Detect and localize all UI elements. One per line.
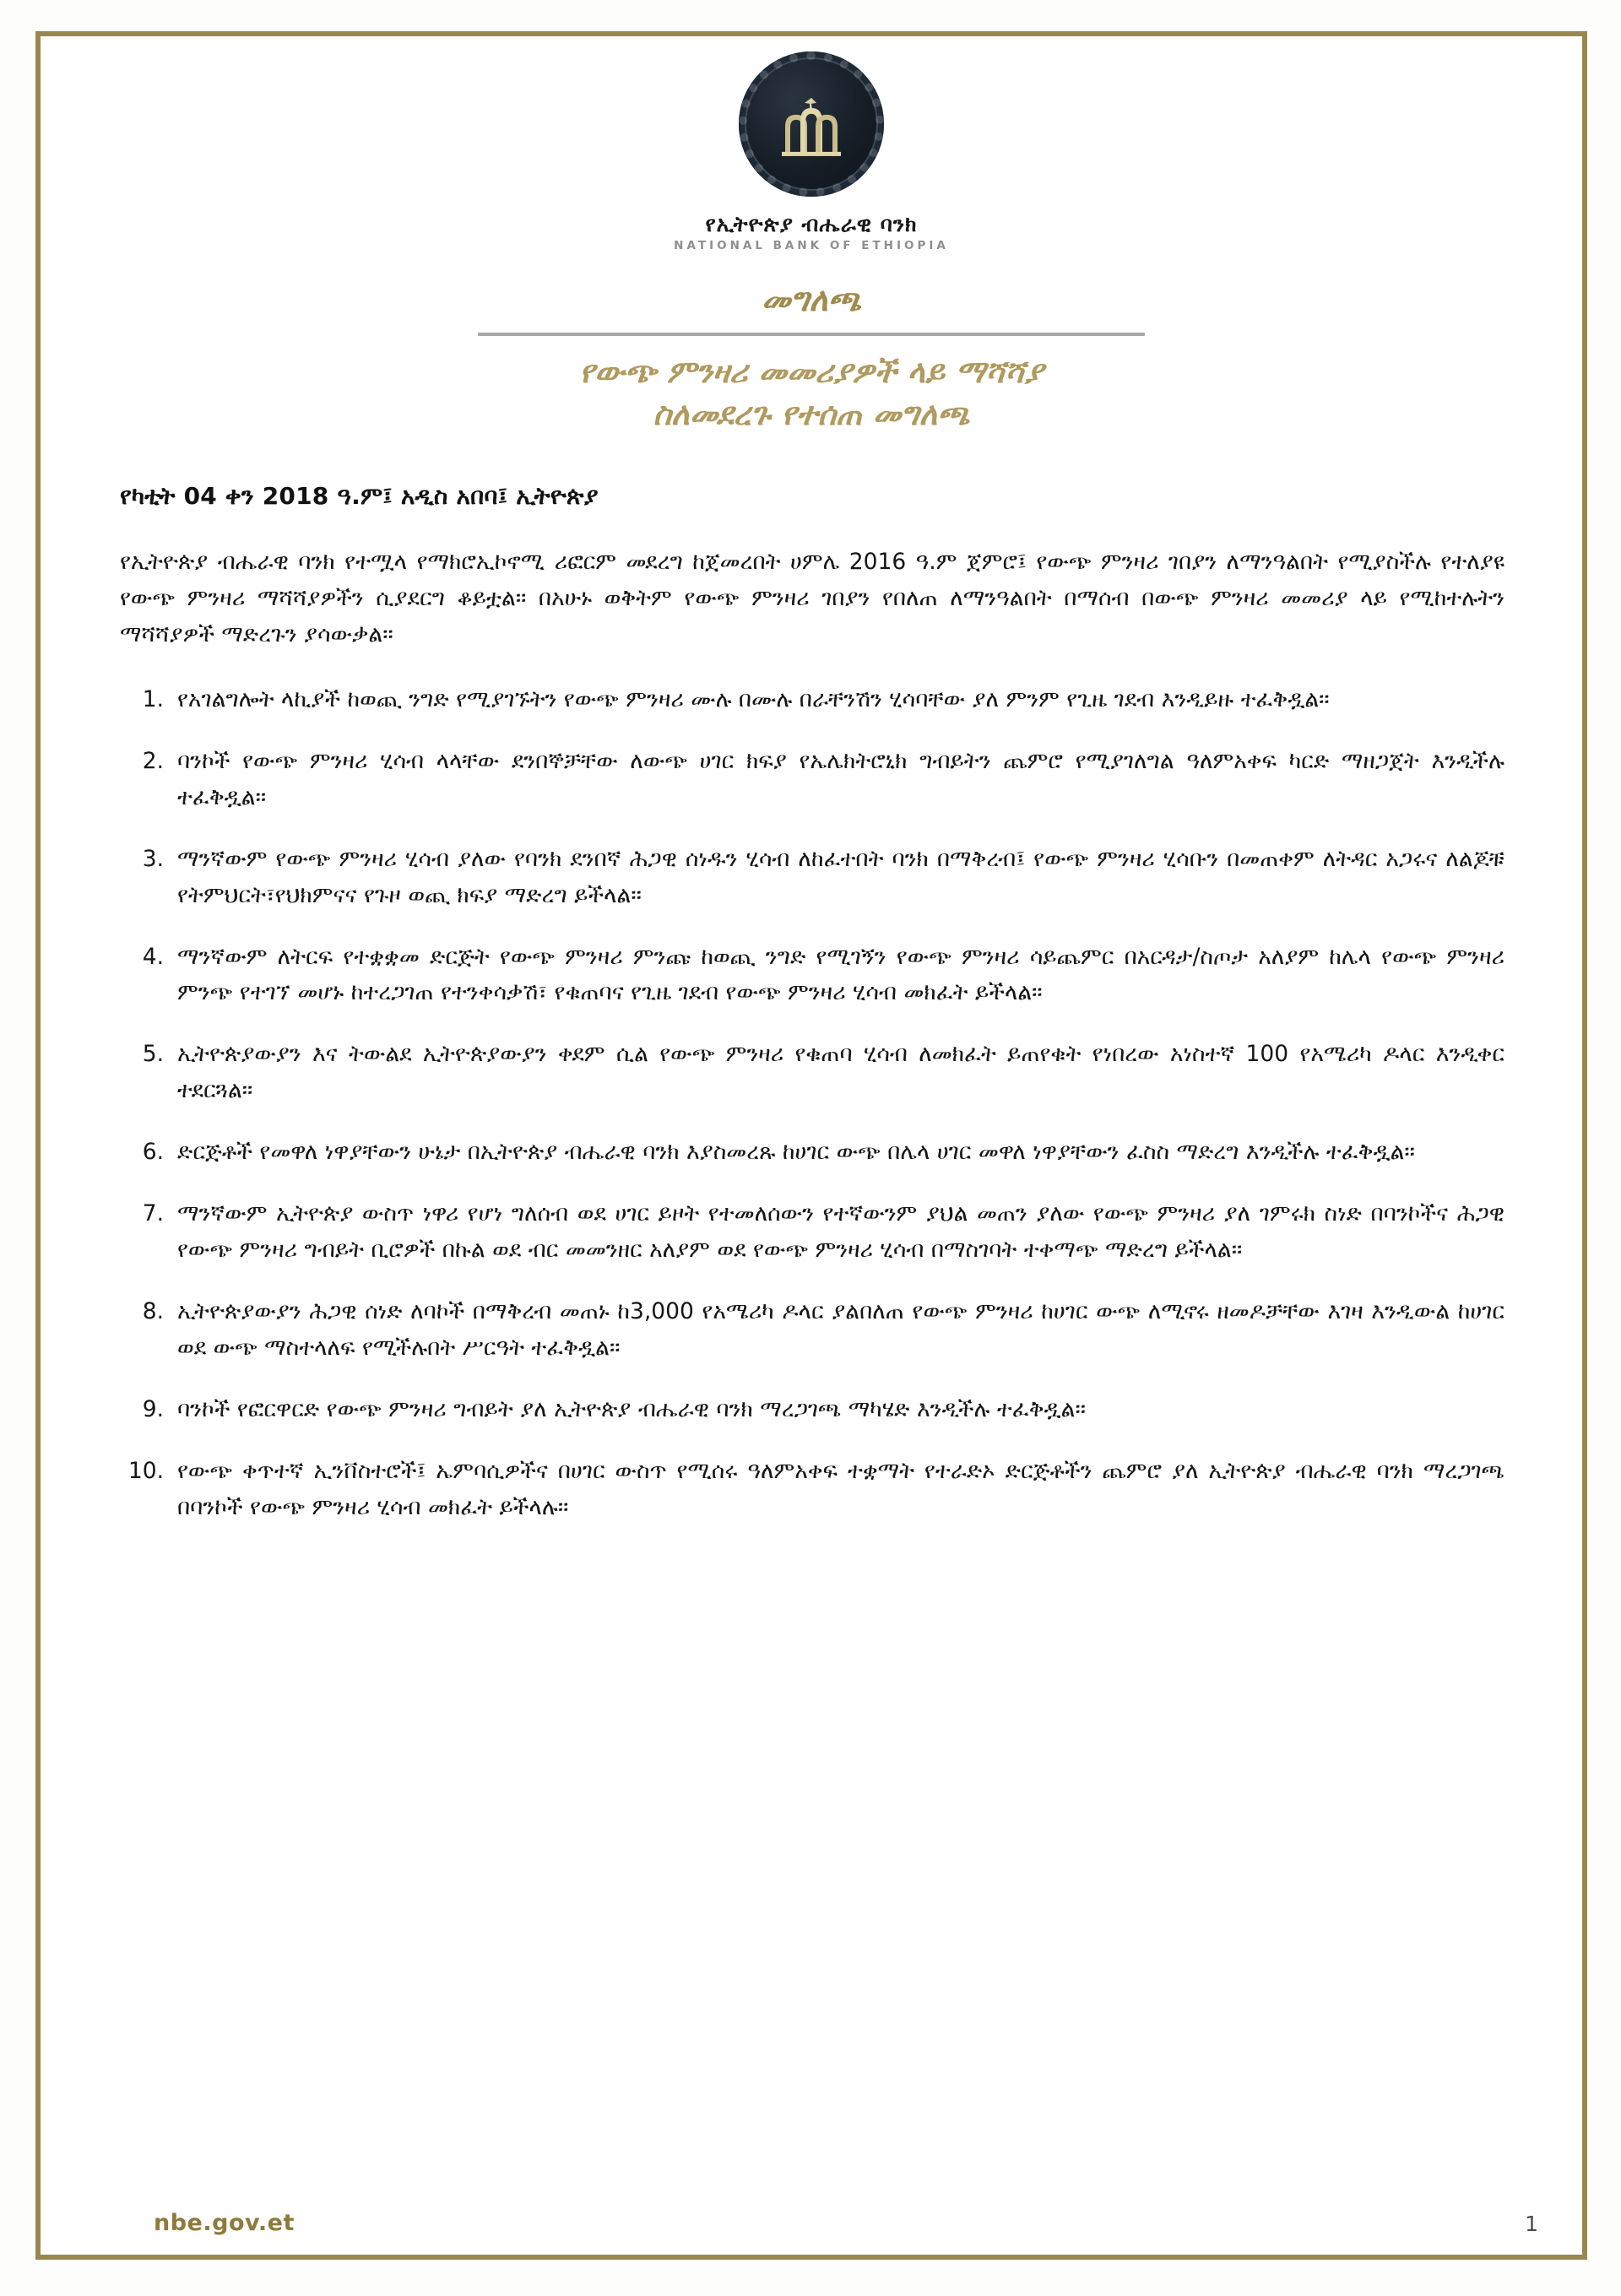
title-divider bbox=[478, 333, 1145, 336]
nbe-seal-logo-icon bbox=[739, 51, 884, 197]
list-item: የአገልግሎት ላኪያች ከወጪ ንግድ የሚያገኙትን የውጭ ምንዛሪ ሙሉ በሙሉ በራቸንሽን ሂሳባቸው ያለ ምንም የጊዜ ገደብ እንዲይዙ ተፈቅዷል፡፡ bbox=[177, 685, 1330, 712]
website-link[interactable]: nbe.gov.et bbox=[154, 2210, 295, 2236]
page-title: መግለጫ bbox=[762, 281, 861, 318]
page-content bbox=[35, 31, 1587, 2260]
document-footer bbox=[35, 2210, 1587, 2236]
list-item: ባንኮች የፎርዋርድ የውጭ ምንዛሪ ግብይት ያለ ኢትዮጵያ ብሔራዊ ባንክ ማረጋገጫ ማካሄድ እንዲችሉ ተፈቅዷል፡፡ bbox=[177, 1395, 1086, 1422]
list-item: ማንኛውም ለትርፍ የተቋቋመ ድርጅት የውጭ ምንዛሪ ምንጩ ከወጪ ንግድ የሚገኝን የውጭ ምንዛሪ ሳይጨምር በአርዳታ/ስጦታ አለያም ከሌላ የውጭ ምንዛሪ ምንጭ የተገኘ መሆኑ ከተረጋገጠ የተንቀሳቃሽ፣ የቁጠባና የጊዜ ገደብ የውጭ ምንዛሪ ሂሳብ መክፈት ይችላል፡፡ bbox=[177, 943, 1504, 1006]
list-item: ማንኛውም የውጭ ምንዛሪ ሂሳብ ያለው የባንክ ደንበኛ ሕጋዊ ሰነዱን ሂሳብ ለከፈተበት ባንክ በማቅረብ፤ የውጭ ምንዛሪ ሂሳቡን በመጠቀም ለትዳር አጋሩና ለልጆቹ የትምህርት፣የህክምናና የጉዞ ወጪ ክፍያ ማድረግ ይችላል፡፡ bbox=[177, 845, 1504, 908]
subtitle-line-1: የውጭ ምንዛሪ መመሪያዎች ላይ ማሻሻያ bbox=[579, 354, 1044, 390]
document-header bbox=[35, 31, 1587, 252]
organization-name-amharic: የኢትዮጵያ ብሔራዊ ባንክ bbox=[705, 212, 918, 236]
document-subtitle bbox=[347, 351, 1276, 435]
page-number: 1 bbox=[1525, 2212, 1538, 2236]
organization-name-english: NATIONAL BANK OF ETHIOPIA bbox=[674, 239, 949, 252]
document-body bbox=[35, 482, 1587, 1525]
list-item: የውጭ ቀጥተኛ ኢንቨስተሮች፤ ኤምባሲዎችና በሀገር ውስጥ የሚሰሩ ዓለምአቀፍ ተቋማት የተራድኦ ድርጅቶችን ጨምሮ ያለ ኢትዮጵያ ብሔራዊ ባንክ ማረጋገጫ በባንኮች የውጭ ምንዛሪ ሂሳብ መክፈት ይችላሉ፡፡ bbox=[177, 1457, 1504, 1520]
subtitle-line-2: ስለመደረጉ የተሰጠ መግለጫ bbox=[653, 395, 970, 432]
list-item: ኢትዮጵያውያን እና ትውልደ ኢትዮጵያውያን ቀደም ሲል የውጭ ምንዛሪ የቁጠባ ሂሳብ ለመክፈት ይጠየቁት የነበረው አነስተኛ 100 የአሜሪካ ዶላር እንዲቀር ተደርጓል፡፡ bbox=[177, 1041, 1504, 1104]
list-item: ድርጅቶች የመዋለ ነዋያቸውን ሁኔታ በኢትዮጵያ ብሔራዊ ባንክ እያስመረጹ ከሀገር ውጭ በሌላ ሀገር መዋለ ነዋያቸውን ፈስስ ማድረግ እንዲችሉ ተፈቅዷል፡፡ bbox=[177, 1139, 1415, 1166]
list-item: ባንኮች የውጭ ምንዛሪ ሂሳብ ላላቸው ደንበኞቻቸው ለውጭ ሀገር ክፍያ የኤሌክትሮኒክ ግብይትን ጨምሮ የሚያገለግል ዓለምአቀፍ ካርድ ማዘጋጀት እንዲችሉ ተፈቅዷል፡፡ bbox=[177, 747, 1504, 810]
dateline: የካቲት 04 ቀን 2018 ዓ.ም፤ አዲስ አበባ፤ ኢትዮጵያ bbox=[120, 482, 599, 511]
list-item: ማንኛውም ኢትዮጵያ ውስጥ ነዋሪ የሆነ ግለሰብ ወደ ሀገር ይዞት የተመለሰውን የተኛውንም ያህል መጠን ያለው የውጭ ምንዛሪ ያለ ገምሩክ ስነድ በባንኮችና ሕጋዊ የውጭ ምንዛሪ ግብይት ቢሮዎች በኩል ወደ ብር መመንዘር አለያም ወደ የውጭ ምንዛሪ ሂሳብ በማስገባት ተቀማጭ ማድረግ ይችላል፡፡ bbox=[177, 1200, 1504, 1264]
intro-paragraph: የኢትዮጵያ ብሔራዊ ባንክ የተሟላ የማክሮኢኮኖሚ ሪፎርም መደረግ ከጀመረበት ሀምሌ 2016 ዓ.ም ጀምሮ፤ የውጭ ምንዛሪ ገበያን ለማንዓልበት የሚያስችሉ የተለያዩ የውጭ ምንዛሪ ማሻሻያዎችን ሲያደርግ ቆይቷል፡፡ በአሁኑ ወቅትም የውጭ ምንዛሪ ገበያን የበለጠ ለማንዓልበት በማሰብ በውጭ ምንዛሪ መመሪያ ላይ የሚከተሉትን ማሻሻያዎች ማድረጉን ያሳውቃል፡፡ bbox=[120, 549, 1504, 647]
list-item: ኢትዮጵያውያን ሕጋዊ ሰነድ ለባኮች በማቅረብ መጠኑ ከ3,000 የአሜሪካ ዶላር ያልበለጠ የውጭ ምንዛሪ ከሀገር ውጭ ለሚኖሩ ዘመዶቻቸው እገዛ እንዲውል ከሀገር ወደ ውጭ ማስተላለፍ የሚችሉበት ሥርዓት ተፈቅዷል፡፡ bbox=[177, 1297, 1504, 1361]
numbered-provisions-list bbox=[120, 682, 1504, 1526]
bank-building-icon bbox=[775, 96, 848, 157]
